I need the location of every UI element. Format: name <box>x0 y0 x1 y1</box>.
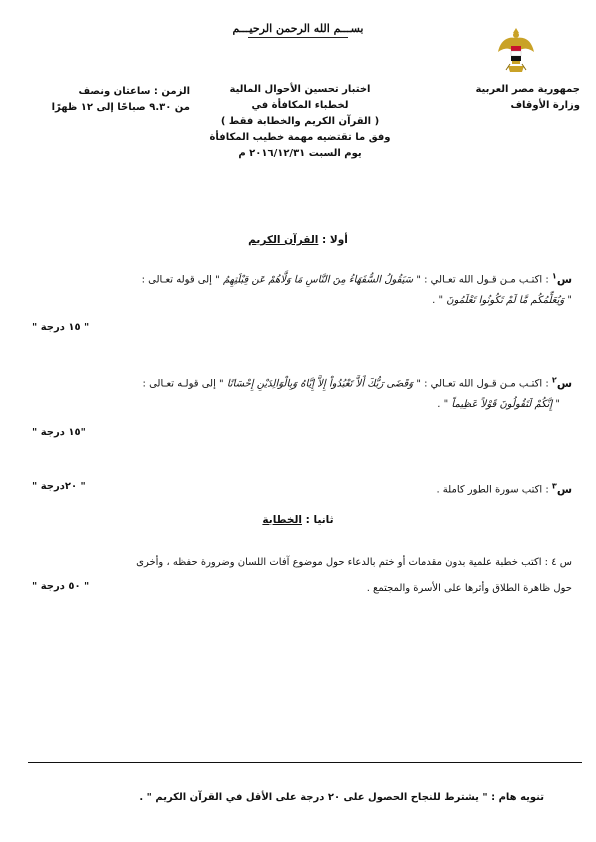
section-name: القرآن الكريم <box>248 234 319 246</box>
exam-date: يوم السبت ٢٠١٦/١٢/٣١ م <box>238 148 362 159</box>
question-intro: : اكتـب مـن قـول الله تعـالي : " <box>416 378 549 390</box>
header-ministry-block <box>440 82 580 114</box>
question-4 <box>24 550 572 602</box>
question-intro: : اكتـب مـن قـول الله تعـالي : " <box>416 274 549 286</box>
question-2 <box>24 370 572 415</box>
question-text: : اكتب سورة الطور كاملة . <box>436 484 549 496</box>
basmala-underline <box>248 37 348 38</box>
exam-subjects: ( القرآن الكريم والخطابة فقط ) <box>220 116 380 127</box>
question-mid: " إلى قولـه تعـالى : <box>142 378 224 390</box>
verse-end: " وَيُعَلِّمُكُم مَّا لَمْ تَكُونُوا تَعْلَمُونَ " . <box>432 294 572 306</box>
verse-start: وَقَضَى رَبُّكَ أَلاَّ تَعْبُدُواْ إِلاَّ إِيَّاهُ وَبِالْوَالِدَيْنِ إِحْسَانًا <box>226 378 414 390</box>
footer-divider <box>28 762 582 763</box>
exam-note: وفق ما تقتضيه مهمة خطيب المكافأة <box>209 132 391 143</box>
exam-title: اختبار تحسين الأحوال المالية <box>229 84 371 95</box>
important-note: تنويه هام : " يشترط للنجاح الحصول على ٢٠ درجة على الأقل في القرآن الكريم " . <box>139 792 544 803</box>
question-label: س$^٣$ <box>551 481 572 496</box>
section-prefix: ثانيا : <box>305 514 334 526</box>
exam-for: لخطباء المكافأة في <box>251 100 349 111</box>
score-q2: "١٥ درجة " <box>32 427 86 438</box>
question-mid: " إلى قوله تعـالى : <box>141 274 220 286</box>
section-title-khitaba <box>0 514 596 526</box>
question-4-line-1: س ٤ : اكتب خطبة علمية بدون مقدمات أو ختم بالدعاء حول موضوع آفات اللسان وضرورة حفظه ، وأخرى <box>136 557 572 568</box>
exam-time-range: من ٩.٣٠ صباحًا إلى ١٢ ظهرًا <box>51 102 190 113</box>
header-time-block <box>30 84 190 116</box>
score-q3: " ٢٠درجة " <box>32 481 86 492</box>
section-prefix: أولا : <box>322 234 348 246</box>
ministry-name: وزارة الأوقاف <box>510 100 580 111</box>
question-label: س$^٢$ <box>551 375 572 390</box>
egypt-eagle-emblem-icon <box>496 24 536 78</box>
basmala: بســـم الله الرحمن الرحيـــم <box>232 22 364 35</box>
verse-start: سَيَقُولُ السُّفَهَاءُ مِنَ النَّاسِ مَا وَلَّاهُمْ عَن قِبْلَتِهِمُ <box>222 274 414 286</box>
question-1 <box>24 266 572 311</box>
question-label: س$^١$ <box>551 271 572 286</box>
score-q4: " ٥٠ درجة " <box>32 581 90 592</box>
exam-duration: الزمن : ساعتان ونصف <box>78 86 190 97</box>
section-title-quran <box>0 234 596 246</box>
verse-end: " إِنَّكُمْ لَتَقُولُونَ قَوْلاً عَظِيماً " . <box>437 398 560 410</box>
header-exam-block <box>190 82 410 162</box>
question-3 <box>24 476 572 501</box>
score-q1: " ١٥ درجة " <box>32 322 90 333</box>
section-name: الخطابة <box>262 514 302 526</box>
country-name: جمهورية مصر العربية <box>475 84 580 95</box>
question-4-line-2: حول ظاهرة الطلاق وأثرها على الأسرة والمجتمع . <box>366 583 572 594</box>
